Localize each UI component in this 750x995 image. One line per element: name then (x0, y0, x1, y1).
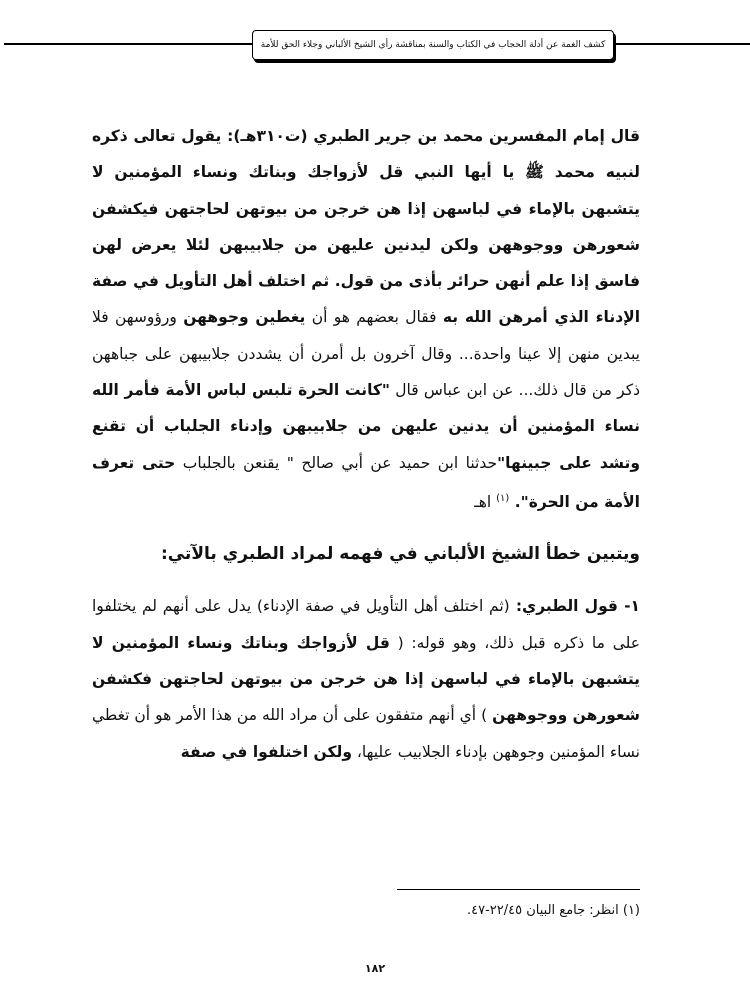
text-span: قال إمام المفسرين محمد بن جرير الطبري (ت٣١٠هـ): يقول تعالى ذكره لنبيه محمد ﷺ (92, 127, 641, 182)
text-span: (ثم اختلف أهل التأويل في صفة الإدناء) يدل على أنهم لم يختلفوا على ما ذكره قبل ذلك، وهو قوله: ( (92, 597, 640, 652)
running-title: كشف الغمة عن أدلة الحجاب في الكتاب والسنة بمناقشة رأي الشيخ الألباني وجلاء الحق للأمة (260, 40, 606, 50)
paragraph-heading: ويتبين خطأ الشيخ الألباني في فهمه لمراد الطبري بالآتي: (160, 544, 640, 565)
text-span: يغطين وجوههن (183, 308, 306, 327)
text-span: حدثنا ابن حميد عن أبي صالح " يقنعن بالجلباب (175, 453, 498, 472)
text-span: ورؤوسهن فلا يبدين منهن إلا عينا واحدة... وقال آخرون بل أمرن أن يشددن جلابيبهن على جباههن ذكر من قال ذلك... عن ابن عباس قال (92, 308, 640, 400)
text-span: "كانت الحرة تلبس لباس الأمة فأمر الله نساء المؤمنين أن يدنين عليهن من جلابيبهن وإدناء الجلباب أن تقنع وتشد على جبينها" (92, 381, 641, 472)
text-span: ١- قول الطبري: (509, 597, 640, 616)
text-span: ولكن اختلفوا في صفة (180, 742, 352, 761)
paragraph-point-1 (92, 588, 640, 769)
text-span: فقال بعضهم هو أن (305, 308, 443, 327)
text-span: اهـ (474, 493, 497, 512)
text-span: حتى تعرف الأمة من الحرة (92, 453, 640, 512)
text-span: يا أيها النبي قل لأزواجك وبناتك ونساء المؤمنين لا يتشبهن بالإماء في لباسهن إذا هن خرجن من بيوتهن لحاجتهن فيكشفن شعورهن ووجوههن ولكن ليدنين عليهن من جلابيبهن لئلا يعرض لهن فاسق إذا علم أنهن حرائر بأذى من قول. ثم اختلف أهل التأويل في صفة الإدناء الذي أمرهن الله به (92, 163, 641, 327)
text-span: قل لأزواجك وبناتك ونساء المؤمنين لا يتشبهن بالإماء في لباسهن إذا هن خرجن من بيوتهن لحاجتهن فكشفن شعورهن ووجوههن (92, 633, 641, 725)
footnote-reference: (١) (496, 492, 510, 504)
footnote: (١) انظر: جامع البيان ٢٢/٤٥-٤٧. (466, 903, 640, 918)
footnote-separator (397, 889, 640, 890)
page-number: ١٨٢ (364, 962, 386, 975)
text-span: ) أي أنهم متفقون على أن مراد الله من هذا الأمر هو أن تغطي نساء المؤمنين وجوههن بإدناء الجلابيب عليها، (92, 706, 640, 761)
paragraph-tabari-quote (92, 118, 640, 520)
running-header (252, 30, 614, 60)
header-rule-right (614, 43, 750, 45)
header-rule-left (4, 43, 252, 45)
page-body (92, 118, 640, 770)
text-span: ". (509, 493, 529, 512)
